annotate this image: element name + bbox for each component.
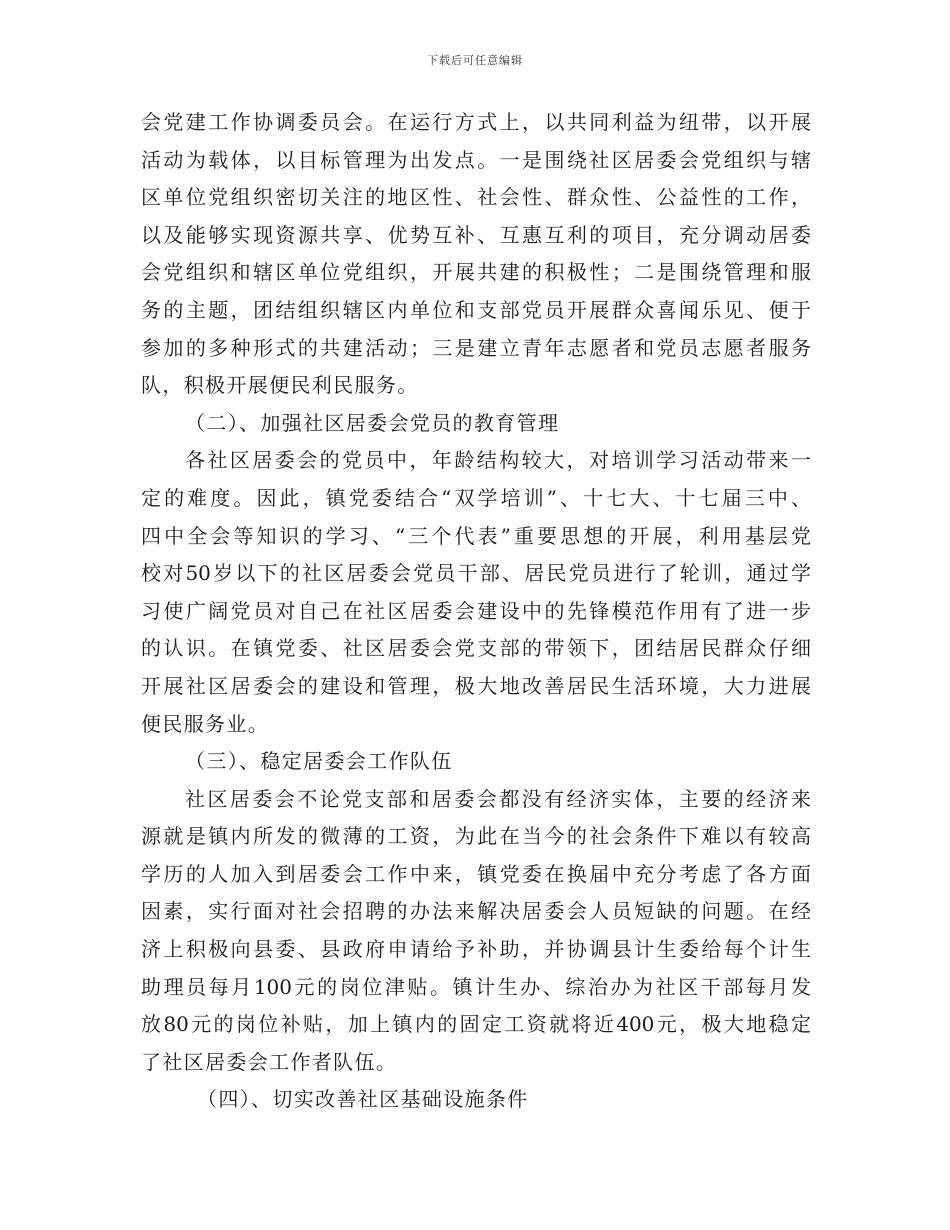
body-line: 区单位党组织密切关注的地区性、社会性、群众性、公益性的工作，	[141, 185, 811, 210]
document-body	[141, 104, 811, 1119]
body-line: 放80元的岗位补贴，加上镇内的固定工资就将近400元，极大地稳定	[141, 1012, 811, 1037]
section-heading: （四）、切实改善社区基础设施条件	[197, 1087, 529, 1112]
body-line: 以及能够实现资源共享、优势互补、互惠互利的项目，充分调动居委	[141, 222, 811, 247]
body-line: 务的主题，团结组织辖区内单位和支部党员开展群众喜闻乐见、便于	[141, 297, 811, 322]
paragraph-first-line: 社区居委会不论党支部和居委会都没有经济实体，主要的经济来	[185, 786, 811, 811]
body-line: 便民服务业。	[141, 711, 270, 736]
paragraph-first-line: 各社区居委会的党员中，年龄结构较大，对培训学习活动带来一	[185, 448, 811, 473]
body-line: 参加的多种形式的共建活动；三是建立青年志愿者和党员志愿者服务	[141, 335, 811, 360]
body-line: 会党组织和辖区单位党组织，开展共建的积极性；二是围绕管理和服	[141, 260, 811, 285]
body-line: 校对50岁以下的社区居委会党员干部、居民党员进行了轮训，通过学	[141, 561, 811, 586]
section-heading: （二）、加强社区居委会党员的教育管理	[185, 410, 560, 435]
body-line: 队，积极开展便民利民服务。	[141, 373, 419, 398]
body-line: 会党建工作协调委员会。在运行方式上，以共同利益为纽带，以开展	[141, 110, 811, 134]
body-line: 助理员每月100元的岗位津贴。镇计生办、综治办为社区干部每月发	[141, 974, 811, 999]
body-line: 因素，实行面对社会招聘的办法来解决居委会人员短缺的问题。在经	[141, 899, 811, 924]
body-line: 学历的人加入到居委会工作中来，镇党委在换届中充分考虑了各方面	[141, 861, 811, 886]
body-line: 济上积极向县委、县政府申请给予补助，并协调县计生委给每个计生	[141, 937, 811, 962]
body-line: 源就是镇内所发的微薄的工资，为此在当今的社会条件下难以有较高	[141, 824, 811, 849]
body-line: 四中全会等知识的学习、“三个代表”重要思想的开展，利用基层党	[141, 523, 811, 548]
body-line: 的认识。在镇党委、社区居委会党支部的带领下，团结居民群众仔细	[141, 636, 811, 661]
body-line: 活动为载体，以目标管理为出发点。一是围绕社区居委会党组织与辖	[141, 147, 811, 172]
body-line: 开展社区居委会的建设和管理，极大地改善居民生活环境，大力进展	[141, 673, 811, 698]
body-line: 定的难度。因此，镇党委结合“双学培训”、十七大、十七届三中、	[141, 485, 811, 510]
section-heading: （三）、稳定居委会工作队伍	[185, 749, 453, 774]
page-header: 下载后可任意编辑	[427, 54, 523, 67]
body-line: 习使广阔党员对自己在社区居委会建设中的先锋模范作用有了进一步	[141, 598, 811, 623]
body-line: 了社区居委会工作者队伍。	[141, 1049, 398, 1074]
